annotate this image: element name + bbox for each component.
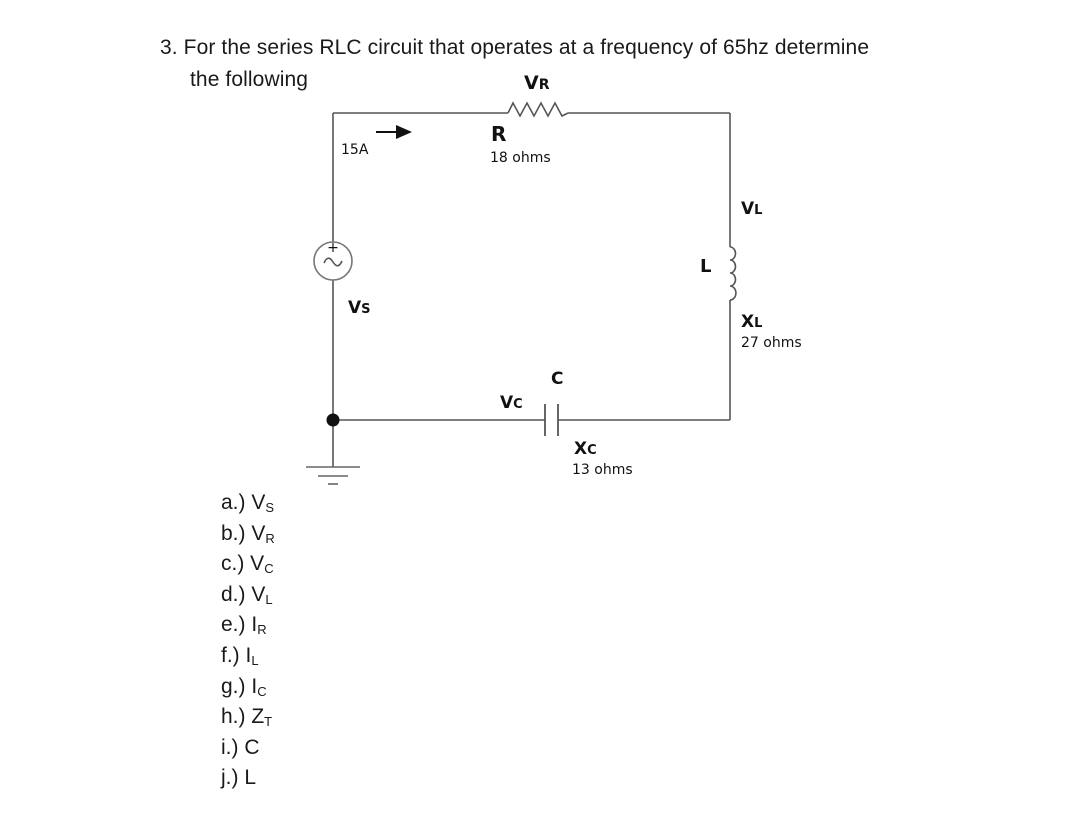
list-item: f.) $I_L$ xyxy=(221,643,259,668)
xl-value: 27 ohms xyxy=(741,335,802,351)
list-item: e.) $I_R$ xyxy=(221,613,267,638)
xc-value: 13 ohms xyxy=(572,462,633,478)
resistor-symbol xyxy=(508,103,568,116)
r-value: 18 ohms xyxy=(490,150,551,166)
list-item: c.) $V_C$ xyxy=(221,552,274,577)
question-line-2: the following xyxy=(190,68,309,91)
ground-icon xyxy=(306,467,360,484)
inductor-symbol xyxy=(730,247,736,300)
vs-label: VS xyxy=(348,298,371,318)
question-line-1: 3. For the series RLC circuit that operates at a frequency of 65hz determine xyxy=(160,36,870,59)
list-item: i.) C xyxy=(221,735,260,759)
vl-label: VL xyxy=(741,199,763,219)
source-plus-sign: + xyxy=(327,240,339,256)
r-label: R xyxy=(491,122,507,146)
current-arrow-icon xyxy=(376,125,412,139)
xl-label: XL xyxy=(741,312,763,332)
list-item: j.) L xyxy=(221,766,257,790)
c-label: C xyxy=(551,369,564,389)
list-item: b.) $V_R$ xyxy=(221,521,275,546)
list-item: h.) $Z_T$ xyxy=(221,705,273,730)
answer-items-list xyxy=(221,488,275,794)
capacitor-symbol xyxy=(545,404,558,436)
l-label: L xyxy=(700,256,712,277)
current-label: 15A xyxy=(341,142,369,158)
circuit-wires xyxy=(333,113,730,467)
list-item: g.) $I_C$ xyxy=(221,674,267,699)
xc-label: XC xyxy=(574,439,597,459)
list-item: d.) $V_L$ xyxy=(221,582,273,607)
vr-label: VR xyxy=(524,72,550,94)
vc-label: VC xyxy=(500,393,523,413)
list-item: a.) $V_S$ xyxy=(221,491,275,515)
ground-node-dot xyxy=(327,414,340,427)
